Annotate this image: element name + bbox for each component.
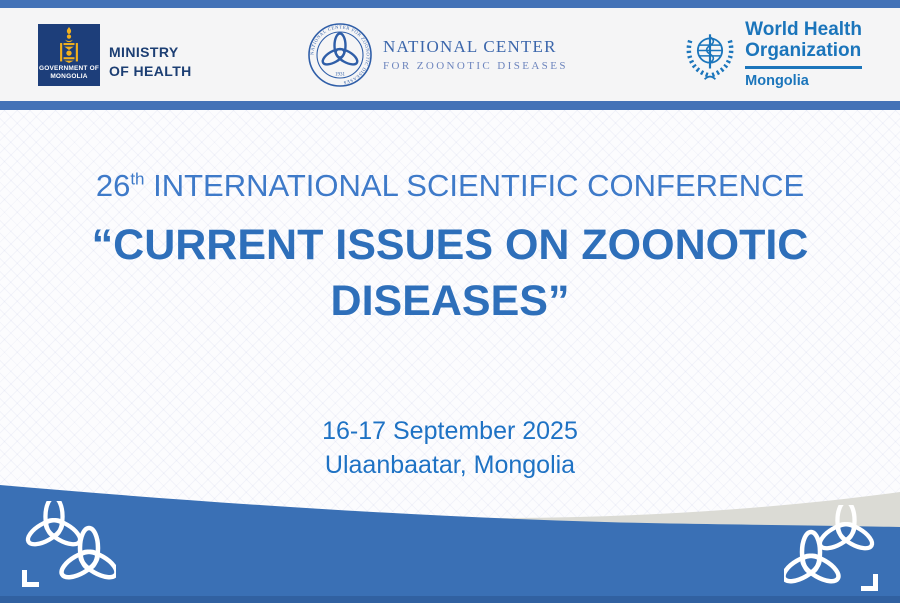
nczd-seal-icon [307, 22, 373, 88]
conference-heading: 26th INTERNATIONAL SCIENTIFIC CONFERENCE [95, 168, 805, 203]
seal-trefoil-knot-icon [320, 33, 359, 67]
nczd-name: NATIONAL CENTER FOR ZOONOTIC DISEASES [382, 37, 568, 72]
who-logo [683, 20, 862, 90]
seal-ring-text: NATIONAL CENTER FOR ZOONOTIC DISEASES [309, 23, 371, 85]
nczd-logo [307, 22, 568, 88]
triquetra-knot-ornament-left [16, 501, 116, 591]
who-country: Mongolia [745, 73, 809, 90]
logo-header [0, 8, 900, 101]
triquetra-knot-ornament-right [784, 505, 884, 595]
seal-year: 1931 [334, 72, 345, 77]
government-of-mongolia-emblem [38, 24, 100, 86]
conference-title: “CURRENT ISSUES ON ZOONOTIC DISEASES” [91, 221, 809, 325]
government-caption: GOVERNMENT OF MONGOLIA [38, 64, 100, 80]
top-accent-bar [0, 0, 900, 8]
who-emblem-icon [683, 28, 737, 82]
ministry-of-health-logo [38, 24, 192, 86]
ministry-name: MINISTRY OF HEALTH [109, 43, 192, 79]
header-divider-bar [0, 101, 900, 110]
soyombo-icon [58, 27, 80, 63]
date-location [0, 414, 900, 483]
bottom-wave [0, 483, 900, 603]
who-name: World Health Organization Mongolia [745, 18, 862, 90]
who-divider-rule [745, 66, 862, 69]
conference-date: 16-17 September 2025 [322, 416, 578, 445]
conference-location: Ulaanbaatar, Mongolia [324, 451, 576, 480]
